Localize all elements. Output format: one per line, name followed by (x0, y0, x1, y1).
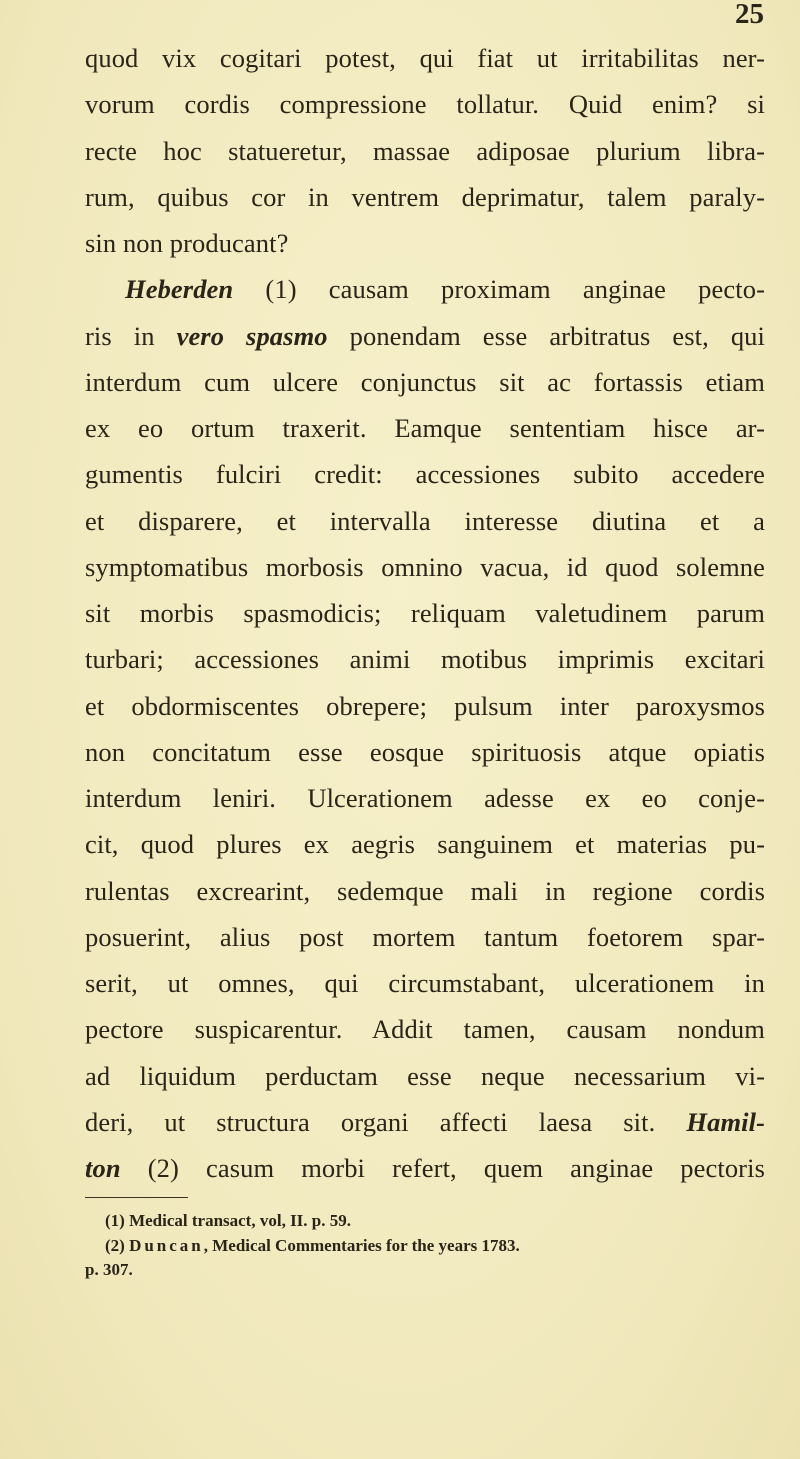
text-segment: pectore suspicarentur. Addit tamen, causam nondum (85, 1014, 765, 1045)
text-line (85, 1148, 765, 1194)
text-segment: rulentas excrearint, sedemque mali in regione cordis (85, 875, 765, 906)
footnote-2 (85, 1234, 765, 1259)
footnote-2-number: (2) (105, 1235, 130, 1255)
text-line (85, 408, 765, 454)
text-segment: gumentis fulciri credit: accessiones subito accedere (85, 459, 765, 490)
text-segment: interdum leniri. Ulcerationem adesse ex eo conje- (85, 783, 765, 813)
text-segment: interdum cum ulcere conjunctus sit ac fortassis etiam (85, 366, 765, 397)
text-line (85, 917, 765, 963)
text-segment: posuerint, alius post mortem tantum foetorem spar- (85, 921, 765, 952)
text-segment: vorum cordis compressione tollatur. Quid enim? si (85, 89, 765, 120)
text-line (85, 84, 765, 130)
text-line (85, 1056, 765, 1102)
text-segment: ponendam esse arbitratus est, qui (327, 320, 765, 351)
text-line (85, 454, 765, 500)
text-segment: symptomatibus morbosis omnino vacua, id quod solemne (85, 551, 765, 582)
page-number: 25 (735, 0, 764, 30)
text-segment: turbari; accessiones animi motibus imprimis excitari (85, 644, 765, 675)
text-segment: rum, quibus cor in ventrem deprimatur, talem paraly- (85, 181, 765, 212)
italic-text: Heberden (125, 274, 234, 305)
text-line (85, 1009, 765, 1055)
text-segment: serit, ut omnes, qui circumstabant, ulcerationem in (85, 968, 765, 998)
text-line (85, 686, 765, 732)
footnote-1: (1) Medical transact, vol, II. p. 59. (105, 1211, 352, 1230)
body-text (85, 38, 765, 1194)
text-line (85, 639, 765, 685)
text-segment: (1) causam proximam anginae pecto- (233, 274, 765, 305)
text-segment: sit morbis spasmodicis; reliquam valetudinem parum (85, 598, 765, 628)
text-line (85, 871, 765, 917)
text-line (85, 362, 765, 408)
text-segment: ris in (85, 320, 177, 351)
text-line (85, 316, 765, 362)
text-segment: et disparere, et intervalla interesse diutina et a (85, 505, 765, 536)
text-line (85, 593, 765, 639)
text-line (85, 501, 765, 547)
text-segment: ad liquidum perductam esse neque necessarium vi- (85, 1060, 765, 1091)
italic-text: ton (85, 1153, 121, 1183)
text-segment: ex eo ortum traxerit. Eamque sententiam hisce ar- (85, 413, 765, 443)
text-line (85, 547, 765, 593)
text-line (85, 1102, 765, 1148)
text-line (85, 963, 765, 1009)
text-line (85, 778, 765, 824)
text-segment: recte hoc statueretur, massae adiposae plurium libra- (85, 135, 765, 166)
text-segment: quod vix cogitari potest, qui fiat ut irritabilitas ner- (85, 43, 765, 73)
footnote-2-text: , Medical Commentaries for the years 1783. (203, 1235, 520, 1255)
text-line (85, 131, 765, 177)
text-segment: cit, quod plures ex aegris sanguinem et materias pu- (85, 829, 765, 860)
text-segment: sin non producant? (85, 228, 289, 258)
text-line (85, 732, 765, 778)
text-segment: non concitatum esse eosque spirituosis atque opiatis (85, 736, 765, 767)
italic-text: vero spasmo (176, 320, 328, 351)
text-line (85, 38, 765, 84)
text-segment: et obdormiscentes obrepere; pulsum inter paroxysmos (85, 690, 765, 721)
text-line (85, 177, 765, 223)
italic-text: Hamil- (686, 1106, 765, 1137)
footnote-2-author: Duncan (129, 1235, 204, 1255)
text-segment: deri, ut structura organi affecti laesa sit. (85, 1106, 687, 1137)
text-line (85, 824, 765, 870)
text-segment: (2) casum morbi refert, quem anginae pectoris (120, 1153, 765, 1183)
footnote-divider (85, 1197, 188, 1198)
text-line (85, 269, 765, 315)
footnote-2-continuation: p. 307. (85, 1260, 133, 1279)
footnotes (85, 1209, 765, 1283)
text-line (85, 223, 765, 269)
